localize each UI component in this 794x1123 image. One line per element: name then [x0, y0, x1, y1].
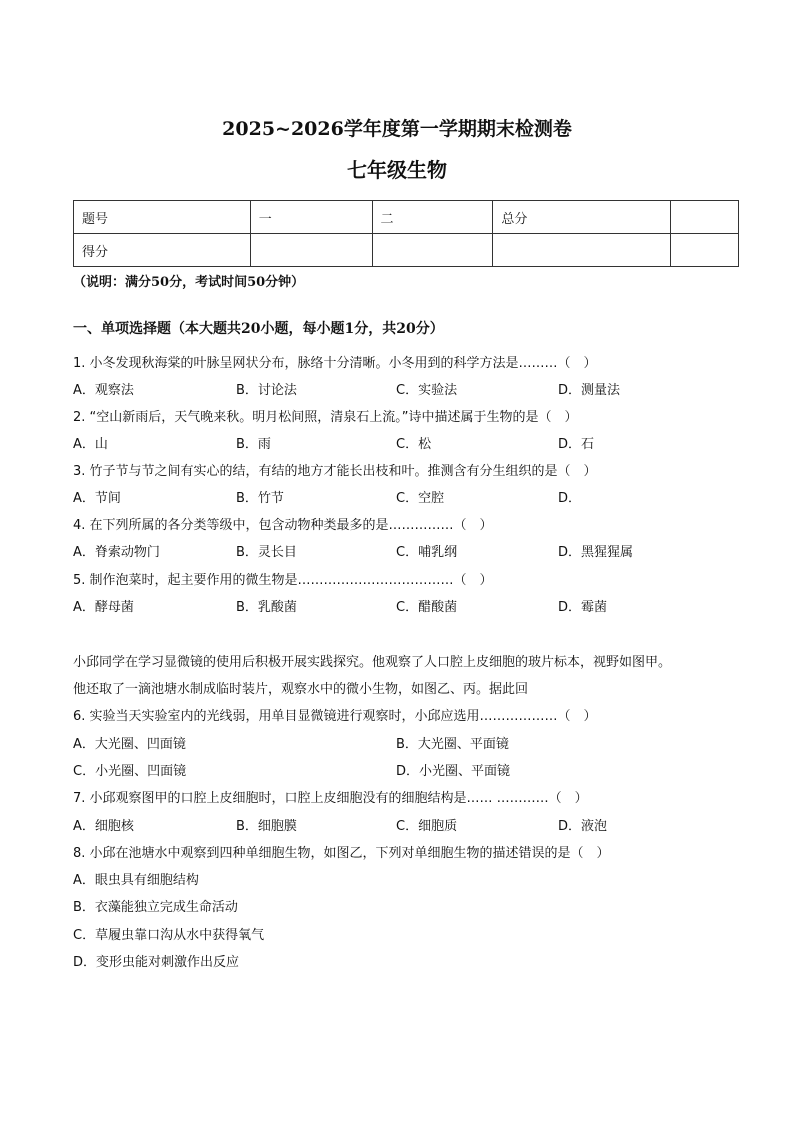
option-row	[73, 487, 739, 507]
table-cell: 得分	[74, 234, 251, 267]
option[interactable]: B．细胞膜	[236, 819, 297, 834]
passage-line: 他还取了一滴池塘水制成临时装片，观察水中的微小生物，如图乙、丙。据此回	[73, 682, 529, 697]
option[interactable]: C．松	[396, 437, 432, 452]
option[interactable]: D．	[558, 491, 582, 506]
option[interactable]: B．雨	[236, 437, 271, 452]
question-stem: 1. 小冬发现秋海棠的叶脉呈网状分布，脉络十分清晰。小冬用到的科学方法是………（ ）	[73, 356, 597, 371]
option[interactable]: D．黑猩猩属	[558, 545, 634, 560]
option[interactable]: B．灵长目	[236, 545, 297, 560]
question-stem: 4. 在下列所属的各分类等级中，包含动物种类最多的是……………（ ）	[73, 518, 493, 533]
score-input-cell[interactable]	[671, 234, 739, 267]
question-stem: 5. 制作泡菜时，起主要作用的微生物是………………………………（ ）	[73, 573, 493, 588]
option[interactable]: A．细胞核	[73, 819, 134, 834]
option[interactable]: C．哺乳纲	[396, 545, 458, 560]
passage-line: 小邱同学在学习显微镜的使用后积极开展实践探究。他观察了人口腔上皮细胞的玻片标本，视野如图甲。	[73, 655, 672, 670]
score-input-cell[interactable]	[372, 234, 493, 267]
option[interactable]: B．乳酸菌	[236, 600, 297, 615]
option[interactable]: C．空腔	[396, 491, 445, 506]
option[interactable]: A．观察法	[73, 383, 134, 398]
option-row	[73, 596, 739, 616]
option-row	[73, 433, 739, 453]
table-cell: 题号	[74, 201, 251, 234]
option-row	[73, 733, 739, 753]
page-subtitle: 七年级生物	[347, 158, 447, 182]
option[interactable]: C．小光圈、凹面镜	[73, 764, 187, 779]
table-cell: 总分	[493, 201, 671, 234]
score-input-cell[interactable]	[250, 234, 372, 267]
question-stem: 6. 实验当天实验室内的光线弱，用单目显微镜进行观察时，小邱应选用………………（ ）	[73, 709, 597, 724]
score-input-cell[interactable]	[493, 234, 671, 267]
option[interactable]: D．小光圈、平面镜	[396, 764, 511, 779]
option[interactable]: A．节间	[73, 491, 121, 506]
option[interactable]: B．衣藻能独立完成生命活动	[73, 900, 238, 915]
page-title: 2025~2026学年度第一学期期末检测卷	[222, 118, 572, 140]
option[interactable]: A．眼虫具有细胞结构	[73, 873, 199, 888]
option-row	[73, 760, 739, 780]
option[interactable]: D．液泡	[558, 819, 608, 834]
option[interactable]: B．讨论法	[236, 383, 297, 398]
option[interactable]: D．石	[558, 437, 595, 452]
option[interactable]: D．变形虫能对刺激作出反应	[73, 955, 240, 970]
score-table	[73, 200, 739, 267]
option[interactable]: C．细胞质	[396, 819, 458, 834]
question-stem: 8. 小邱在池塘水中观察到四种单细胞生物，如图乙，下列对单细胞生物的描述错误的是（ ）	[73, 846, 610, 861]
option[interactable]: D．霉菌	[558, 600, 608, 615]
section-heading: 一、单项选择题（本大题共20小题，每小题1分，共20分）	[73, 321, 444, 337]
question-stem: 3. 竹子节与节之间有实心的结，有结的地方才能长出枝和叶。推测含有分生组织的是（ ）	[73, 464, 597, 479]
table-row	[74, 234, 739, 267]
table-cell: 二	[372, 201, 493, 234]
option[interactable]: A．脊索动物门	[73, 545, 160, 560]
option[interactable]: C．实验法	[396, 383, 458, 398]
question-stem: 7. 小邱观察图甲的口腔上皮细胞时，口腔上皮细胞没有的细胞结构是…… …………（ ）	[73, 791, 588, 806]
option[interactable]: D．测量法	[558, 383, 621, 398]
option[interactable]: C．草履虫靠口沟从水中获得氧气	[73, 928, 265, 943]
option[interactable]: C．醋酸菌	[396, 600, 458, 615]
option-row	[73, 541, 739, 561]
table-cell	[671, 201, 739, 234]
question-stem: 2. “空山新雨后，天气晚来秋。明月松间照，清泉石上流。”诗中描述属于生物的是（ ）	[73, 410, 578, 425]
option-row	[73, 379, 739, 399]
table-cell: 一	[250, 201, 372, 234]
exam-note: （说明：满分50分，考试时间50分钟）	[73, 275, 305, 290]
option[interactable]: B．竹节	[236, 491, 284, 506]
option[interactable]: A．大光圈、凹面镜	[73, 737, 186, 752]
option-row	[73, 815, 739, 835]
option[interactable]: B．大光圈、平面镜	[396, 737, 509, 752]
option[interactable]: A．酵母菌	[73, 600, 134, 615]
option[interactable]: A．山	[73, 437, 108, 452]
table-row	[74, 201, 739, 234]
